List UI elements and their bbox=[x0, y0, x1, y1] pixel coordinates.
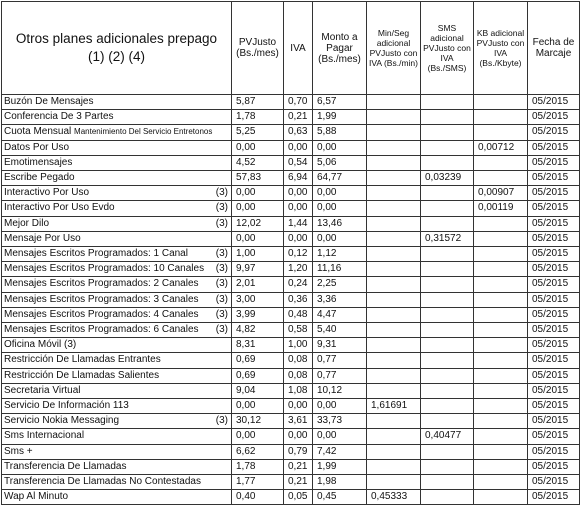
service-name-cell bbox=[2, 338, 232, 353]
price-cell: 0,00 bbox=[232, 231, 284, 246]
kb-rate-cell bbox=[474, 399, 528, 414]
header-row bbox=[2, 2, 580, 95]
fecha-cell: 05/2015 bbox=[528, 307, 580, 322]
table-row bbox=[2, 429, 580, 444]
fecha-cell: 05/2015 bbox=[528, 383, 580, 398]
fecha-cell: 05/2015 bbox=[528, 231, 580, 246]
kb-rate-cell bbox=[474, 171, 528, 186]
service-name-cell bbox=[2, 277, 232, 292]
sms-rate-cell bbox=[421, 247, 474, 262]
sms-rate-cell bbox=[421, 216, 474, 231]
iva-cell: 3,61 bbox=[284, 414, 313, 429]
service-name: Wap Al Minuto bbox=[4, 491, 69, 503]
iva-cell: 0,00 bbox=[284, 186, 313, 201]
service-name-cell bbox=[2, 171, 232, 186]
price-cell: 30,12 bbox=[232, 414, 284, 429]
price-cell: 6,62 bbox=[232, 444, 284, 459]
monto-cell: 0,45 bbox=[313, 490, 367, 505]
service-name-cell bbox=[2, 155, 232, 170]
iva-cell: 6,94 bbox=[284, 171, 313, 186]
kb-rate-cell bbox=[474, 429, 528, 444]
service-name: Restricción De Llamadas Salientes bbox=[4, 369, 160, 381]
price-cell: 0,00 bbox=[232, 201, 284, 216]
iva-cell: 1,08 bbox=[284, 383, 313, 398]
sms-rate-cell bbox=[421, 110, 474, 125]
col-header-fecha: Fecha de Marcaje bbox=[528, 2, 580, 95]
fecha-cell: 05/2015 bbox=[528, 444, 580, 459]
service-name: Mensajes Escritos Programados: 10 Canales bbox=[4, 263, 205, 275]
sms-rate-cell bbox=[421, 399, 474, 414]
sms-rate-cell bbox=[421, 95, 474, 110]
service-name-cell bbox=[2, 216, 232, 231]
iva-cell: 0,21 bbox=[284, 459, 313, 474]
price-cell: 4,52 bbox=[232, 155, 284, 170]
min-rate-cell bbox=[367, 353, 421, 368]
kb-rate-cell: 0,00119 bbox=[474, 201, 528, 216]
service-name: Sms Internacional bbox=[4, 430, 85, 442]
service-name-cell bbox=[2, 353, 232, 368]
service-name-cell bbox=[2, 125, 232, 140]
fecha-cell: 05/2015 bbox=[528, 140, 580, 155]
service-name-cell bbox=[2, 475, 232, 490]
sms-rate-cell bbox=[421, 292, 474, 307]
kb-rate-cell bbox=[474, 125, 528, 140]
monto-cell: 0,00 bbox=[313, 201, 367, 216]
table-row bbox=[2, 186, 580, 201]
monto-cell: 4,47 bbox=[313, 307, 367, 322]
col-header-price: PVJusto (Bs./mes) bbox=[232, 2, 284, 95]
monto-cell: 6,57 bbox=[313, 95, 367, 110]
iva-cell: 0,36 bbox=[284, 292, 313, 307]
sms-rate-cell bbox=[421, 490, 474, 505]
iva-cell: 0,21 bbox=[284, 475, 313, 490]
footnote-ref: (3) bbox=[215, 278, 228, 290]
table-row bbox=[2, 95, 580, 110]
price-cell: 57,83 bbox=[232, 171, 284, 186]
iva-cell: 0,00 bbox=[284, 140, 313, 155]
kb-rate-cell bbox=[474, 95, 528, 110]
sms-rate-cell bbox=[421, 201, 474, 216]
price-cell: 9,97 bbox=[232, 262, 284, 277]
fecha-cell: 05/2015 bbox=[528, 353, 580, 368]
service-name: Oficina Móvil (3) bbox=[4, 339, 77, 351]
fecha-cell: 05/2015 bbox=[528, 368, 580, 383]
fecha-cell: 05/2015 bbox=[528, 459, 580, 474]
table-row bbox=[2, 140, 580, 155]
table-row bbox=[2, 201, 580, 216]
price-cell: 12,02 bbox=[232, 216, 284, 231]
min-rate-cell bbox=[367, 110, 421, 125]
table-row bbox=[2, 125, 580, 140]
service-name: Restricción De Llamadas Entrantes bbox=[4, 354, 161, 366]
iva-cell: 0,24 bbox=[284, 277, 313, 292]
sms-rate-cell bbox=[421, 338, 474, 353]
footnote-ref: (3) bbox=[215, 187, 228, 199]
monto-cell: 0,00 bbox=[313, 231, 367, 246]
service-name-cell bbox=[2, 231, 232, 246]
price-cell: 0,69 bbox=[232, 368, 284, 383]
monto-cell: 1,99 bbox=[313, 110, 367, 125]
table-row bbox=[2, 231, 580, 246]
price-cell: 2,01 bbox=[232, 277, 284, 292]
service-name: Mensaje Por Uso bbox=[4, 232, 81, 244]
min-rate-cell bbox=[367, 292, 421, 307]
price-cell: 3,99 bbox=[232, 307, 284, 322]
service-name: Interactivo Por Uso Evdo bbox=[4, 202, 115, 214]
service-name-cell bbox=[2, 110, 232, 125]
min-rate-cell bbox=[367, 262, 421, 277]
service-name: Mensajes Escritos Programados: 4 Canales bbox=[4, 308, 199, 320]
service-name: Escribe Pegado bbox=[4, 172, 75, 184]
iva-cell: 0,05 bbox=[284, 490, 313, 505]
kb-rate-cell bbox=[474, 110, 528, 125]
service-name: Cuota Mensual bbox=[4, 126, 72, 138]
iva-cell: 0,00 bbox=[284, 201, 313, 216]
iva-cell: 0,63 bbox=[284, 125, 313, 140]
service-name: Datos Por Uso bbox=[4, 141, 70, 153]
iva-cell: 1,20 bbox=[284, 262, 313, 277]
sms-rate-cell bbox=[421, 353, 474, 368]
table-row bbox=[2, 399, 580, 414]
table-row bbox=[2, 323, 580, 338]
col-header-min: Min/Seg adicional PVJusto con IVA (Bs./min) bbox=[367, 2, 421, 95]
fecha-cell: 05/2015 bbox=[528, 475, 580, 490]
min-rate-cell bbox=[367, 383, 421, 398]
fecha-cell: 05/2015 bbox=[528, 95, 580, 110]
price-cell: 1,78 bbox=[232, 110, 284, 125]
iva-cell: 0,00 bbox=[284, 429, 313, 444]
min-rate-cell bbox=[367, 125, 421, 140]
min-rate-cell bbox=[367, 307, 421, 322]
sms-rate-cell: 0,31572 bbox=[421, 231, 474, 246]
iva-cell: 0,08 bbox=[284, 368, 313, 383]
monto-cell: 2,25 bbox=[313, 277, 367, 292]
footnote-ref: (3) bbox=[215, 248, 228, 260]
min-rate-cell bbox=[367, 368, 421, 383]
price-cell: 0,00 bbox=[232, 186, 284, 201]
service-name: Mensajes Escritos Programados: 3 Canales bbox=[4, 293, 199, 305]
fecha-cell: 05/2015 bbox=[528, 110, 580, 125]
fecha-cell: 05/2015 bbox=[528, 414, 580, 429]
sms-rate-cell bbox=[421, 140, 474, 155]
monto-cell: 11,16 bbox=[313, 262, 367, 277]
table-row bbox=[2, 262, 580, 277]
kb-rate-cell bbox=[474, 490, 528, 505]
service-name: Transferencia De Llamadas bbox=[4, 460, 127, 472]
min-rate-cell bbox=[367, 171, 421, 186]
min-rate-cell: 1,61691 bbox=[367, 399, 421, 414]
monto-cell: 13,46 bbox=[313, 216, 367, 231]
service-name-cell bbox=[2, 95, 232, 110]
iva-cell: 0,54 bbox=[284, 155, 313, 170]
iva-cell: 0,79 bbox=[284, 444, 313, 459]
kb-rate-cell bbox=[474, 475, 528, 490]
sms-rate-cell bbox=[421, 459, 474, 474]
kb-rate-cell bbox=[474, 216, 528, 231]
service-name-cell bbox=[2, 307, 232, 322]
service-name: Servicio Nokia Messaging bbox=[4, 415, 120, 427]
min-rate-cell bbox=[367, 414, 421, 429]
monto-cell: 0,00 bbox=[313, 399, 367, 414]
iva-cell: 0,00 bbox=[284, 399, 313, 414]
table-row bbox=[2, 368, 580, 383]
service-name: Interactivo Por Uso bbox=[4, 187, 90, 199]
kb-rate-cell bbox=[474, 414, 528, 429]
table-row bbox=[2, 155, 580, 170]
service-name-cell bbox=[2, 262, 232, 277]
monto-cell: 1,98 bbox=[313, 475, 367, 490]
min-rate-cell bbox=[367, 140, 421, 155]
service-name: Conferencia De 3 Partes bbox=[4, 111, 114, 123]
min-rate-cell bbox=[367, 338, 421, 353]
monto-cell: 5,40 bbox=[313, 323, 367, 338]
sms-rate-cell bbox=[421, 444, 474, 459]
min-rate-cell bbox=[367, 186, 421, 201]
monto-cell: 64,77 bbox=[313, 171, 367, 186]
service-name-cell bbox=[2, 459, 232, 474]
fecha-cell: 05/2015 bbox=[528, 429, 580, 444]
service-name: Mensajes Escritos Programados: 6 Canales bbox=[4, 324, 199, 336]
table-row bbox=[2, 171, 580, 186]
kb-rate-cell bbox=[474, 444, 528, 459]
service-name: Secretaria Virtual bbox=[4, 384, 81, 396]
service-name: Sms + bbox=[4, 445, 33, 457]
table-row bbox=[2, 338, 580, 353]
fecha-cell: 05/2015 bbox=[528, 323, 580, 338]
price-cell: 4,82 bbox=[232, 323, 284, 338]
sms-rate-cell bbox=[421, 383, 474, 398]
fecha-cell: 05/2015 bbox=[528, 186, 580, 201]
service-name: Mejor Dilo bbox=[4, 217, 50, 229]
service-name-cell bbox=[2, 247, 232, 262]
price-cell: 1,77 bbox=[232, 475, 284, 490]
fecha-cell: 05/2015 bbox=[528, 125, 580, 140]
kb-rate-cell: 0,00712 bbox=[474, 140, 528, 155]
sms-rate-cell bbox=[421, 277, 474, 292]
service-name-cell bbox=[2, 414, 232, 429]
service-name: Mensajes Escritos Programados: 1 Canal bbox=[4, 248, 188, 260]
min-rate-cell bbox=[367, 323, 421, 338]
footnote-ref: (3) bbox=[215, 415, 228, 427]
iva-cell: 0,12 bbox=[284, 247, 313, 262]
monto-cell: 0,00 bbox=[313, 429, 367, 444]
iva-cell: 0,58 bbox=[284, 323, 313, 338]
monto-cell: 7,42 bbox=[313, 444, 367, 459]
service-name-cell bbox=[2, 186, 232, 201]
kb-rate-cell bbox=[474, 383, 528, 398]
service-name-cell bbox=[2, 399, 232, 414]
kb-rate-cell bbox=[474, 247, 528, 262]
table-row bbox=[2, 353, 580, 368]
monto-cell: 0,77 bbox=[313, 368, 367, 383]
min-rate-cell bbox=[367, 475, 421, 490]
iva-cell: 0,70 bbox=[284, 95, 313, 110]
table-row bbox=[2, 307, 580, 322]
sms-rate-cell bbox=[421, 414, 474, 429]
table-body bbox=[2, 95, 580, 505]
service-name-cell bbox=[2, 368, 232, 383]
monto-cell: 1,12 bbox=[313, 247, 367, 262]
footnote-ref: (3) bbox=[215, 217, 228, 229]
min-rate-cell bbox=[367, 429, 421, 444]
monto-cell: 10,12 bbox=[313, 383, 367, 398]
sms-rate-cell bbox=[421, 125, 474, 140]
min-rate-cell bbox=[367, 216, 421, 231]
table-row bbox=[2, 459, 580, 474]
fecha-cell: 05/2015 bbox=[528, 155, 580, 170]
monto-cell: 1,99 bbox=[313, 459, 367, 474]
price-cell: 0,40 bbox=[232, 490, 284, 505]
min-rate-cell: 0,45333 bbox=[367, 490, 421, 505]
col-header-kb: KB adicional PVJusto con IVA (Bs./Kbyte) bbox=[474, 2, 528, 95]
sms-rate-cell bbox=[421, 186, 474, 201]
table-row bbox=[2, 292, 580, 307]
monto-cell: 9,31 bbox=[313, 338, 367, 353]
monto-cell: 5,88 bbox=[313, 125, 367, 140]
fecha-cell: 05/2015 bbox=[528, 490, 580, 505]
price-cell: 0,00 bbox=[232, 140, 284, 155]
price-cell: 9,04 bbox=[232, 383, 284, 398]
fecha-cell: 05/2015 bbox=[528, 216, 580, 231]
table-row bbox=[2, 490, 580, 505]
sms-rate-cell: 0,40477 bbox=[421, 429, 474, 444]
iva-cell: 0,08 bbox=[284, 353, 313, 368]
fecha-cell: 05/2015 bbox=[528, 338, 580, 353]
fecha-cell: 05/2015 bbox=[528, 277, 580, 292]
table-title: Otros planes adicionales prepago (1) (2) (4) bbox=[2, 2, 232, 95]
price-cell: 1,78 bbox=[232, 459, 284, 474]
iva-cell: 1,44 bbox=[284, 216, 313, 231]
min-rate-cell bbox=[367, 201, 421, 216]
sms-rate-cell bbox=[421, 323, 474, 338]
service-name: Emotimensajes bbox=[4, 156, 73, 168]
monto-cell: 0,77 bbox=[313, 353, 367, 368]
kb-rate-cell: 0,00907 bbox=[474, 186, 528, 201]
sms-rate-cell bbox=[421, 368, 474, 383]
service-name-cell bbox=[2, 490, 232, 505]
kb-rate-cell bbox=[474, 368, 528, 383]
sms-rate-cell bbox=[421, 475, 474, 490]
service-name-cell bbox=[2, 429, 232, 444]
price-cell: 8,31 bbox=[232, 338, 284, 353]
kb-rate-cell bbox=[474, 307, 528, 322]
service-name: Transferencia De Llamadas No Contestadas bbox=[4, 476, 201, 488]
min-rate-cell bbox=[367, 155, 421, 170]
fecha-cell: 05/2015 bbox=[528, 247, 580, 262]
table-row bbox=[2, 414, 580, 429]
footnote-ref: (3) bbox=[215, 263, 228, 275]
kb-rate-cell bbox=[474, 292, 528, 307]
service-name-cell bbox=[2, 140, 232, 155]
monto-cell: 0,00 bbox=[313, 140, 367, 155]
sms-rate-cell: 0,03239 bbox=[421, 171, 474, 186]
iva-cell: 0,21 bbox=[284, 110, 313, 125]
service-name: Mensajes Escritos Programados: 2 Canales bbox=[4, 278, 199, 290]
sms-rate-cell bbox=[421, 155, 474, 170]
table-row bbox=[2, 444, 580, 459]
min-rate-cell bbox=[367, 231, 421, 246]
service-name: Buzón De Mensajes bbox=[4, 96, 94, 107]
min-rate-cell bbox=[367, 247, 421, 262]
service-name-cell bbox=[2, 201, 232, 216]
price-cell: 0,00 bbox=[232, 429, 284, 444]
fecha-cell: 05/2015 bbox=[528, 171, 580, 186]
service-name-cell bbox=[2, 292, 232, 307]
footnote-ref: (3) bbox=[215, 308, 228, 320]
iva-cell: 0,48 bbox=[284, 307, 313, 322]
col-header-sms: SMS adicional PVJusto con IVA (Bs./SMS) bbox=[421, 2, 474, 95]
fecha-cell: 05/2015 bbox=[528, 201, 580, 216]
kb-rate-cell bbox=[474, 155, 528, 170]
min-rate-cell bbox=[367, 277, 421, 292]
footnote-ref: (3) bbox=[215, 293, 228, 305]
min-rate-cell bbox=[367, 444, 421, 459]
monto-cell: 33,73 bbox=[313, 414, 367, 429]
fecha-cell: 05/2015 bbox=[528, 262, 580, 277]
kb-rate-cell bbox=[474, 277, 528, 292]
footnote-ref: (3) bbox=[215, 202, 228, 214]
fecha-cell: 05/2015 bbox=[528, 292, 580, 307]
kb-rate-cell bbox=[474, 338, 528, 353]
sms-rate-cell bbox=[421, 307, 474, 322]
price-cell: 3,00 bbox=[232, 292, 284, 307]
kb-rate-cell bbox=[474, 323, 528, 338]
footnote-ref: (3) bbox=[215, 324, 228, 336]
kb-rate-cell bbox=[474, 231, 528, 246]
monto-cell: 0,00 bbox=[313, 186, 367, 201]
sms-rate-cell bbox=[421, 262, 474, 277]
price-cell: 1,00 bbox=[232, 247, 284, 262]
price-cell: 5,87 bbox=[232, 95, 284, 110]
rates-table bbox=[1, 1, 580, 505]
table-row bbox=[2, 247, 580, 262]
service-name: Servicio De Información 113 bbox=[4, 400, 129, 412]
table-row bbox=[2, 277, 580, 292]
fecha-cell: 05/2015 bbox=[528, 399, 580, 414]
iva-cell: 0,00 bbox=[284, 231, 313, 246]
min-rate-cell bbox=[367, 459, 421, 474]
col-header-iva: IVA bbox=[284, 2, 313, 95]
price-cell: 5,25 bbox=[232, 125, 284, 140]
service-name-cell bbox=[2, 323, 232, 338]
table-row bbox=[2, 110, 580, 125]
kb-rate-cell bbox=[474, 353, 528, 368]
min-rate-cell bbox=[367, 95, 421, 110]
price-cell: 0,69 bbox=[232, 353, 284, 368]
monto-cell: 5,06 bbox=[313, 155, 367, 170]
monto-cell: 3,36 bbox=[313, 292, 367, 307]
service-name-cell bbox=[2, 383, 232, 398]
service-subtitle: Mantenimiento Del Servicio Entretonos bbox=[74, 127, 213, 137]
col-header-monto: Monto a Pagar (Bs./mes) bbox=[313, 2, 367, 95]
kb-rate-cell bbox=[474, 459, 528, 474]
table-row bbox=[2, 216, 580, 231]
price-cell: 0,00 bbox=[232, 399, 284, 414]
iva-cell: 1,00 bbox=[284, 338, 313, 353]
table-row bbox=[2, 475, 580, 490]
service-name-cell bbox=[2, 444, 232, 459]
table-row bbox=[2, 383, 580, 398]
kb-rate-cell bbox=[474, 262, 528, 277]
